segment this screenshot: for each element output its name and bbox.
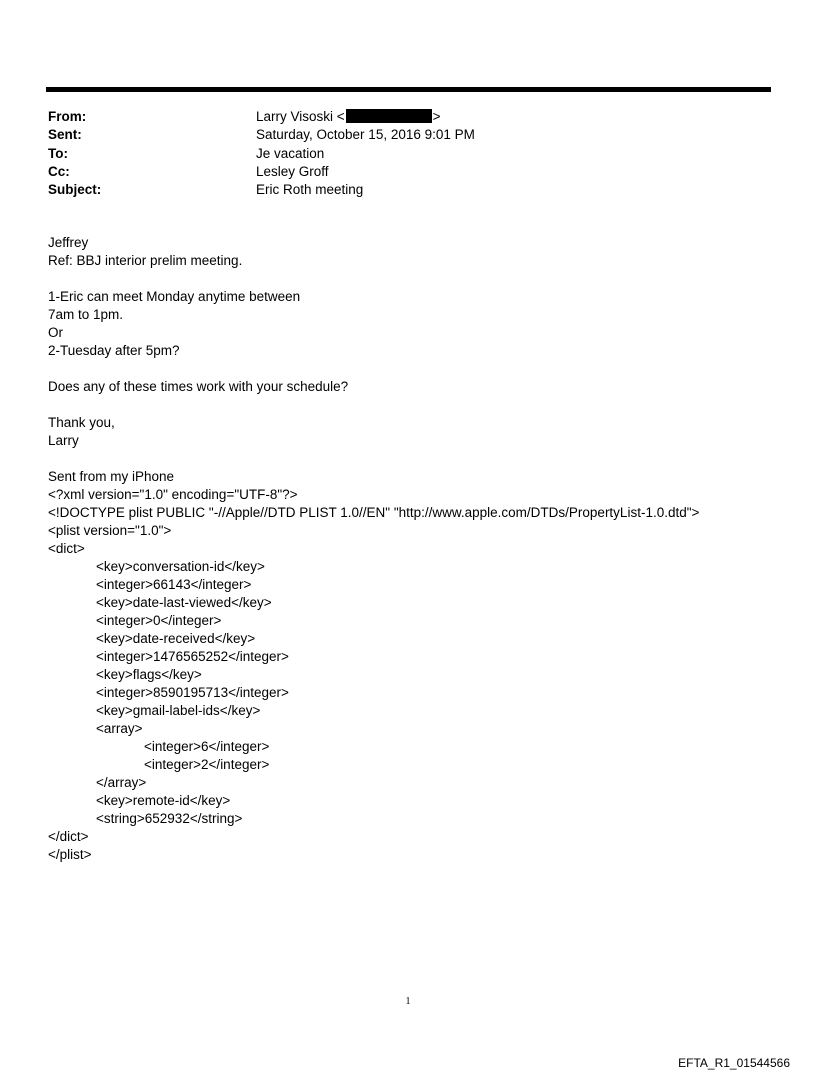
plist-line: </plist>	[48, 847, 92, 862]
plist-line: </dict>	[48, 829, 89, 844]
from-suffix: >	[432, 109, 441, 124]
plist-line: <integer>6</integer>	[144, 739, 270, 754]
cc-row	[48, 163, 475, 181]
page-number: 1	[405, 996, 411, 1007]
sent-row	[48, 126, 475, 144]
subject-row	[48, 181, 475, 199]
email-header	[48, 108, 475, 199]
from-value	[256, 108, 441, 126]
blank-line	[48, 396, 788, 414]
plist-line: <array>	[96, 721, 143, 736]
blank-line	[48, 450, 788, 468]
plist-line: </array>	[96, 775, 147, 790]
body-line: Thank you,	[48, 415, 115, 430]
from-name: Larry Visoski <	[256, 109, 345, 124]
body-line: Jeffrey	[48, 235, 89, 250]
body-line: Ref: BBJ interior prelim meeting.	[48, 253, 243, 268]
sent-label: Sent:	[48, 127, 82, 143]
redaction-box	[346, 109, 432, 123]
subject-label: Subject:	[48, 182, 102, 198]
to-row	[48, 145, 475, 163]
from-label: From:	[48, 109, 87, 124]
body-line: 2-Tuesday after 5pm?	[48, 343, 180, 358]
email-body	[48, 234, 788, 864]
plist-line: <dict>	[48, 541, 85, 556]
cc-label: Cc:	[48, 163, 70, 179]
body-line: Larry	[48, 433, 79, 448]
blank-line	[48, 360, 788, 378]
body-line: 7am to 1pm.	[48, 307, 124, 322]
plist-line: <integer>1476565252</integer>	[96, 649, 289, 664]
plist-line: <key>remote-id</key>	[96, 793, 231, 808]
plist-line: <integer>8590195713</integer>	[96, 685, 289, 700]
body-line: Does any of these times work with your schedule?	[48, 379, 349, 394]
subject-value: Eric Roth meeting	[256, 182, 364, 198]
plist-line: <plist version="1.0">	[48, 523, 172, 538]
plist-line: <string>652932</string>	[96, 811, 243, 826]
sent-value: Saturday, October 15, 2016 9:01 PM	[256, 127, 475, 143]
plist-line: <key>flags</key>	[96, 667, 202, 682]
to-value: Je vacation	[256, 145, 325, 161]
plist-line: <key>date-received</key>	[96, 631, 256, 646]
plist-line: <key>conversation-id</key>	[96, 559, 265, 574]
plist-line: <!DOCTYPE plist PUBLIC "-//Apple//DTD PLIST 1.0//EN" "http://www.apple.com/DTDs/PropertyList-1.0.dtd">	[48, 505, 700, 520]
plist-line: <key>date-last-viewed</key>	[96, 595, 272, 610]
cc-value: Lesley Groff	[256, 163, 329, 179]
from-row	[48, 108, 475, 126]
body-line: 1-Eric can meet Monday anytime between	[48, 289, 301, 304]
header-rule	[46, 87, 771, 92]
plist-line: <integer>0</integer>	[96, 613, 222, 628]
plist-line: <integer>2</integer>	[144, 757, 270, 772]
blank-line	[48, 270, 788, 288]
plist-line: <integer>66143</integer>	[96, 577, 252, 592]
document-id: EFTA_R1_01544566	[678, 1056, 790, 1070]
plist-line: <key>gmail-label-ids</key>	[96, 703, 261, 718]
body-line: Or	[48, 325, 63, 340]
to-label: To:	[48, 145, 68, 161]
plist-line: <?xml version="1.0" encoding="UTF-8"?>	[48, 487, 298, 502]
body-line: Sent from my iPhone	[48, 469, 175, 484]
